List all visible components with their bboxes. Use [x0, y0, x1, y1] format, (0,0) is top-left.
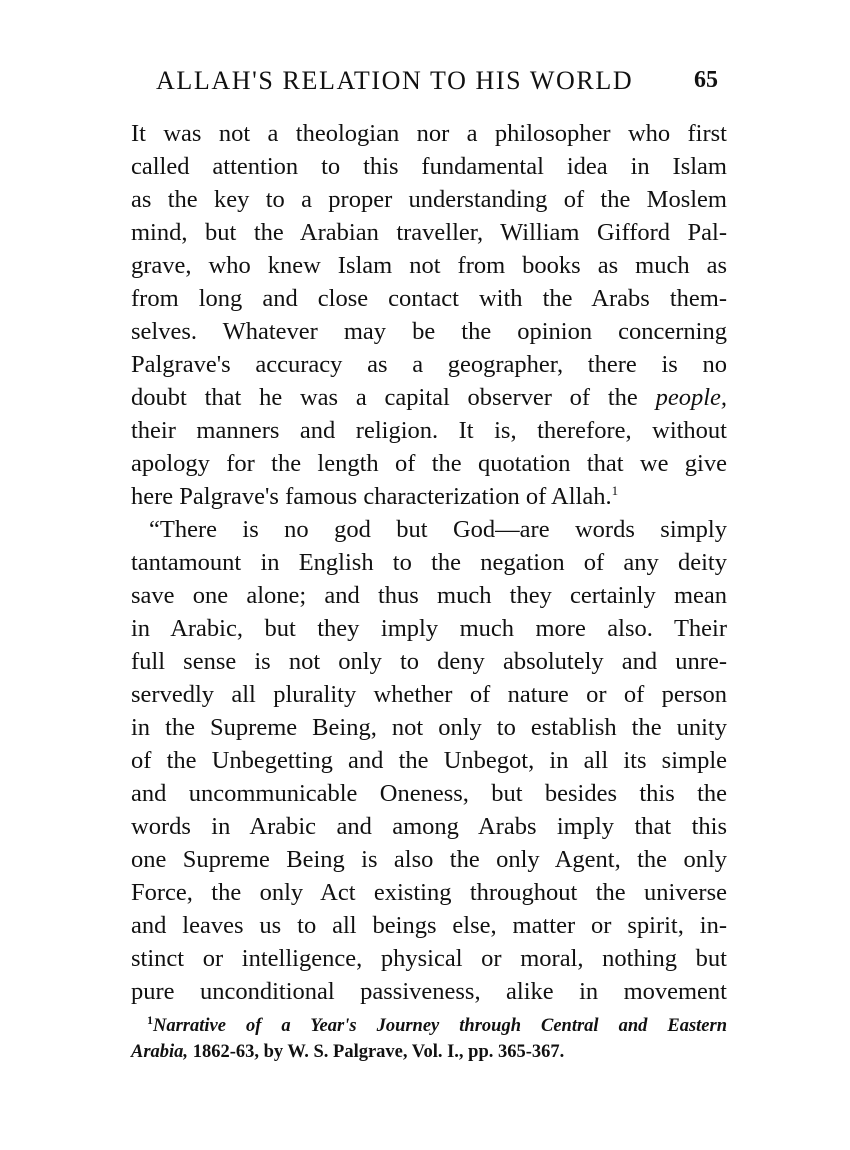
text-line: Force, the only Act existing throughout the universe [131, 879, 727, 906]
text-line: as the key to a proper understanding of the Moslem [131, 186, 727, 213]
text-line: mind, but the Arabian traveller, William Gifford Pal- [131, 219, 727, 246]
text-line: Palgrave's accuracy as a geographer, there is no [131, 351, 727, 378]
text-line: their manners and religion. It is, therefore, without [131, 417, 727, 444]
text-line: in the Supreme Being, not only to establish the unity [131, 714, 727, 741]
text-line: apology for the length of the quotation that we give [131, 450, 727, 477]
text-line: tantamount in English to the negation of any deity [131, 549, 727, 576]
text-line: and uncommunicable Oneness, but besides this the [131, 780, 727, 807]
text-line: servedly all plurality whether of nature or of person [131, 681, 727, 708]
text-line [131, 480, 727, 513]
text-segment: here Palgrave's famous characterization of Allah. [131, 483, 612, 510]
text-segment: doubt that he was a capital observer of the [131, 384, 638, 411]
footnote [131, 1013, 727, 1065]
text-line: and leaves us to all beings else, matter or spirit, in- [131, 912, 727, 939]
text-line: called attention to this fundamental idea in Islam [131, 153, 727, 180]
text-line: one Supreme Being is also the only Agent, the only [131, 846, 727, 873]
text-line: pure unconditional passiveness, alike in movement [131, 978, 727, 1005]
running-head [130, 66, 722, 106]
text-line: of the Unbegetting and the Unbegot, in all its simple [131, 747, 727, 774]
paragraph-intro [131, 117, 727, 513]
running-title: ALLAH'S RELATION TO HIS WORLD [156, 66, 634, 95]
page-number: 65 [694, 67, 718, 93]
footnote-title: Arabia, [131, 1042, 189, 1062]
footnote-reference: 1 [611, 482, 619, 498]
text-line: in Arabic, but they imply much more also. Their [131, 615, 727, 642]
text-line: “There is no god but God—are words simply [149, 516, 727, 543]
footnote-citation: 1862-63, by W. S. Palgrave, Vol. I., pp. 365-367. [188, 1042, 565, 1062]
text-line: grave, who knew Islam not from books as much as [131, 252, 727, 279]
text-line: words in Arabic and among Arabs imply that this [131, 813, 727, 840]
text-line: stinct or intelligence, physical or moral, nothing but [131, 945, 727, 972]
text-line: selves. Whatever may be the opinion concerning [131, 318, 727, 345]
body-text [131, 117, 727, 1008]
text-line: It was not a theologian nor a philosopher who first [131, 120, 727, 147]
text-line [131, 381, 727, 414]
footnote-line [131, 1039, 727, 1065]
text-line: from long and close contact with the Arabs them- [131, 285, 727, 312]
text-line: full sense is not only to deny absolutely and unre- [131, 648, 727, 675]
emphasized-word: people, [655, 384, 728, 411]
footnote-line [131, 1013, 727, 1039]
paragraph-quotation [131, 513, 727, 1008]
footnote-marker: 1 [147, 1012, 153, 1027]
footnote-title: Narrative of a Year's Journey through Central and Eastern [153, 1016, 727, 1036]
text-line: save one alone; and thus much they certainly mean [131, 582, 727, 609]
